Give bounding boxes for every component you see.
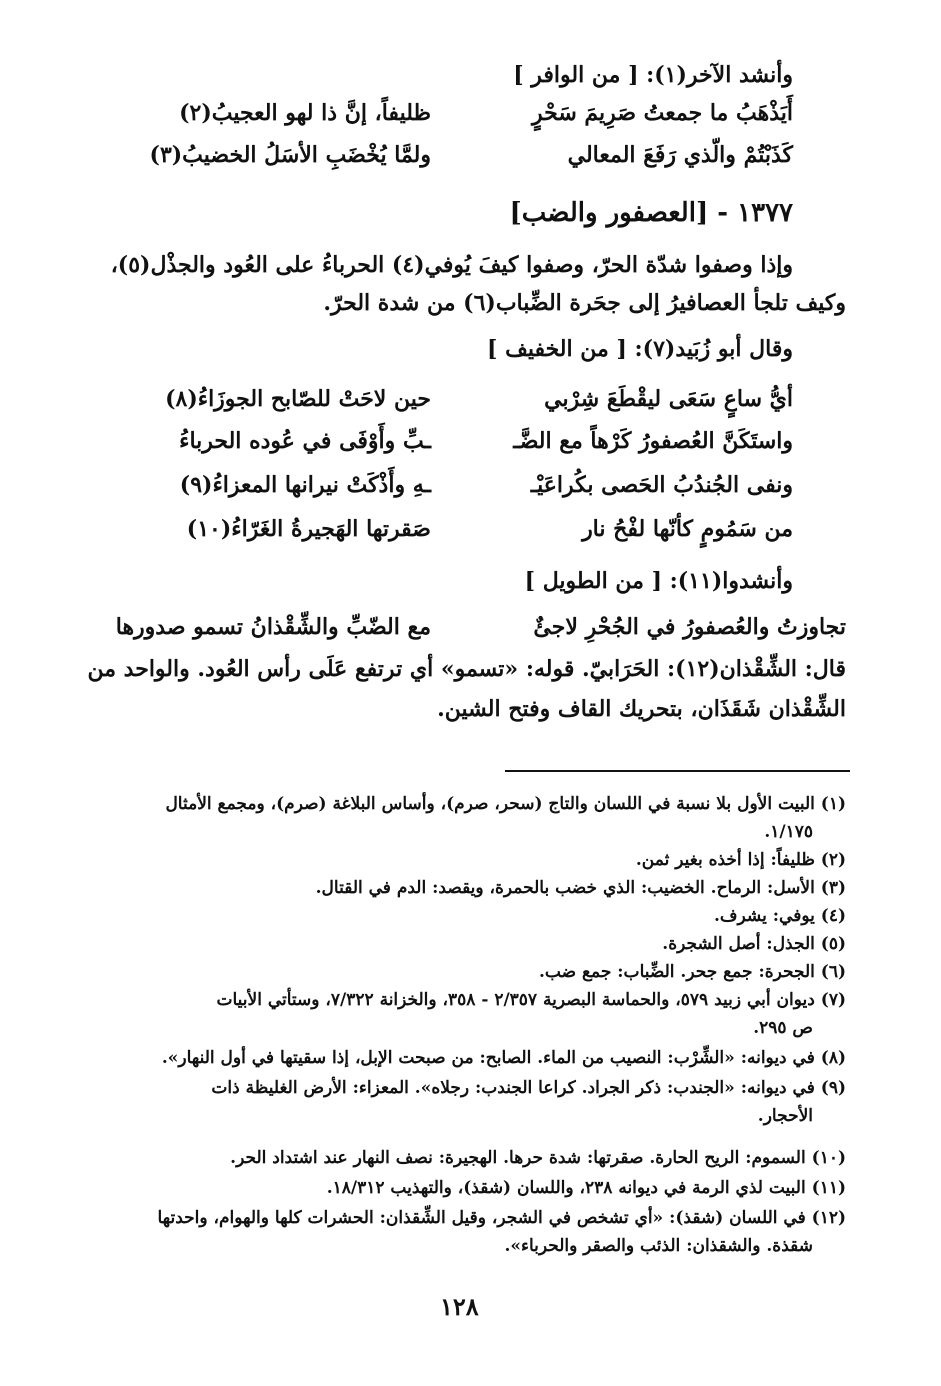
footnote-line-9: ص ٢٩٥.	[753, 1018, 813, 1038]
footnote-line-8: (٧) ديوان أبي زبيد ٥٧٩، والحماسة البصرية ٢/٣٥٧ - ٣٥٨، والخزانة ٧/٣٢٢، وستأتي الأبيات	[216, 990, 846, 1010]
footnote-line-10: (٨) في ديوانه: «الشِّرْب: النصيب من الماء. الصابح: من صبحت الإبل، إذا سقيتها في أول النهار».	[161, 1048, 846, 1068]
poem-2-line-4-second: صَقرتها الهَجيرةُ الغَرّاءُ(١٠)	[186, 516, 431, 542]
poem-2-line-1-first: أيُّ ساعٍ سَعَى ليقْطَعَ شِرْبي	[544, 386, 793, 412]
footnote-line-2: ١/١٧٥.	[764, 822, 813, 842]
verse-intro-1: وأنشد الآخر(١): [ من الوافر ]	[513, 62, 793, 88]
poem-3-line-1-second: مع الضّبِّ والشِّقْذانُ تسمو صدورها	[115, 614, 431, 640]
section-heading: ١٣٧٧ - [العصفور والضب]	[509, 198, 793, 228]
paragraph-2-line-1: قال: الشِّقْذان(١٢): الحَرَابيّ. قوله: «تسمو» أي ترتفع عَلَى رأس العُود. والواحد من	[87, 656, 846, 682]
poem-1-line-1-second: ظليفاً، إنَّ ذا لهو العجيبُ(٢)	[179, 100, 431, 126]
footnote-line-7: (٦) الجحرة: جمع جحر. الضِّباب: جمع ضب.	[539, 962, 846, 982]
poem-2-line-3-first: ونفى الجُندُبُ الحَصى بكُراعَيْـ	[530, 472, 793, 498]
footnote-line-3: (٢) ظليفاً: إذا أخذه بغير ثمن.	[635, 850, 846, 870]
poem-1-line-1-first: أَيَذْهَبُ ما جمعتُ صَرِيمَ سَحْرٍ	[531, 100, 793, 126]
footnote-line-12: الأحجار.	[757, 1106, 813, 1126]
poem-1-line-2-first: كَذَبْتُمْ والّذي رَفَعَ المعالي	[567, 142, 793, 168]
footnote-line-6: (٥) الجذل: أصل الشجرة.	[662, 934, 846, 954]
footnote-line-5: (٤) يوفي: يشرف.	[714, 906, 846, 926]
paragraph-1-line-2: وكيف تلجأ العصافيرُ إلى جحَرة الضِّباب(٦) من شدة الحرّ.	[323, 290, 846, 316]
poem-1-line-2-second: ولمَّا يُخْضَبِ الأسَلُ الخضيبُ(٣)	[149, 142, 431, 168]
verse-intro-3: وأنشدوا(١١): [ من الطويل ]	[524, 568, 793, 594]
footnote-line-15: (١٢) في اللسان (شقذ): «أي تشخص في الشجر، وقيل الشِّقذان: الحشرات كلها والهوام، واحدتها	[157, 1208, 846, 1228]
poem-2-line-2-second: ـبِّ وأَوْفَى في عُوده الحرباءُ	[179, 428, 431, 454]
footnote-line-16: شقذة. والشقذان: الذئب والصقر والحرباء».	[504, 1236, 813, 1256]
poem-2-line-1-second: حين لاحَتْ للصّابح الجوزَاءُ(٨)	[165, 386, 431, 412]
poem-3-line-1-first: تجاوزتُ والعُصفورُ في الجُحْرِ لاجئٌ	[533, 614, 846, 640]
poem-2-line-3-second: ـهِ وأَذْكَتْ نيرانها المعزاءُ(٩)	[179, 472, 431, 498]
footnote-line-11: (٩) في ديوانه: «الجندب: ذكر الجراد. كراعا الجندب: رجلاه». المعزاء: الأرض الغليظة ذات	[211, 1078, 846, 1098]
verse-intro-2: وقال أبو زُبَيد(٧): [ من الخفيف ]	[487, 336, 793, 362]
paragraph-1-line-1: وإذا وصفوا شدّة الحرّ، وصفوا كيفَ يُوفي(٤) الحرباءُ على العُود والجذْل(٥)،	[110, 252, 793, 278]
footnote-line-4: (٣) الأسل: الرماح. الخضيب: الذي خضب بالحمرة، ويقصد: الدم في القتال.	[315, 878, 846, 898]
footnote-line-14: (١١) البيت لذي الرمة في ديوانه ٢٣٨، واللسان (شقذ)، والتهذيب ١٨/٣١٢.	[326, 1178, 846, 1198]
page-number: ١٢٨	[440, 1292, 479, 1321]
footnote-line-1: (١) البيت الأول بلا نسبة في اللسان والتاج (سحر، صرم)، وأساس البلاغة (صرم)، ومجمع الأمثال	[165, 794, 846, 814]
footnote-line-13: (١٠) السموم: الريح الحارة. صقرتها: شدة حرها. الهجيرة: نصف النهار عند اشتداد الحر.	[230, 1148, 846, 1168]
paragraph-2-line-2: الشِّقْذان شَقَذَان، بتحريك القاف وفتح الشين.	[437, 696, 846, 722]
poem-2-line-4-first: من سَمُومٍ كأنّها لفْحُ نار	[582, 516, 793, 542]
poem-2-line-2-first: واستَكَنَّ العُصفورُ كَرْهاً مع الضَّـ	[513, 428, 793, 454]
footnote-divider	[505, 770, 850, 772]
